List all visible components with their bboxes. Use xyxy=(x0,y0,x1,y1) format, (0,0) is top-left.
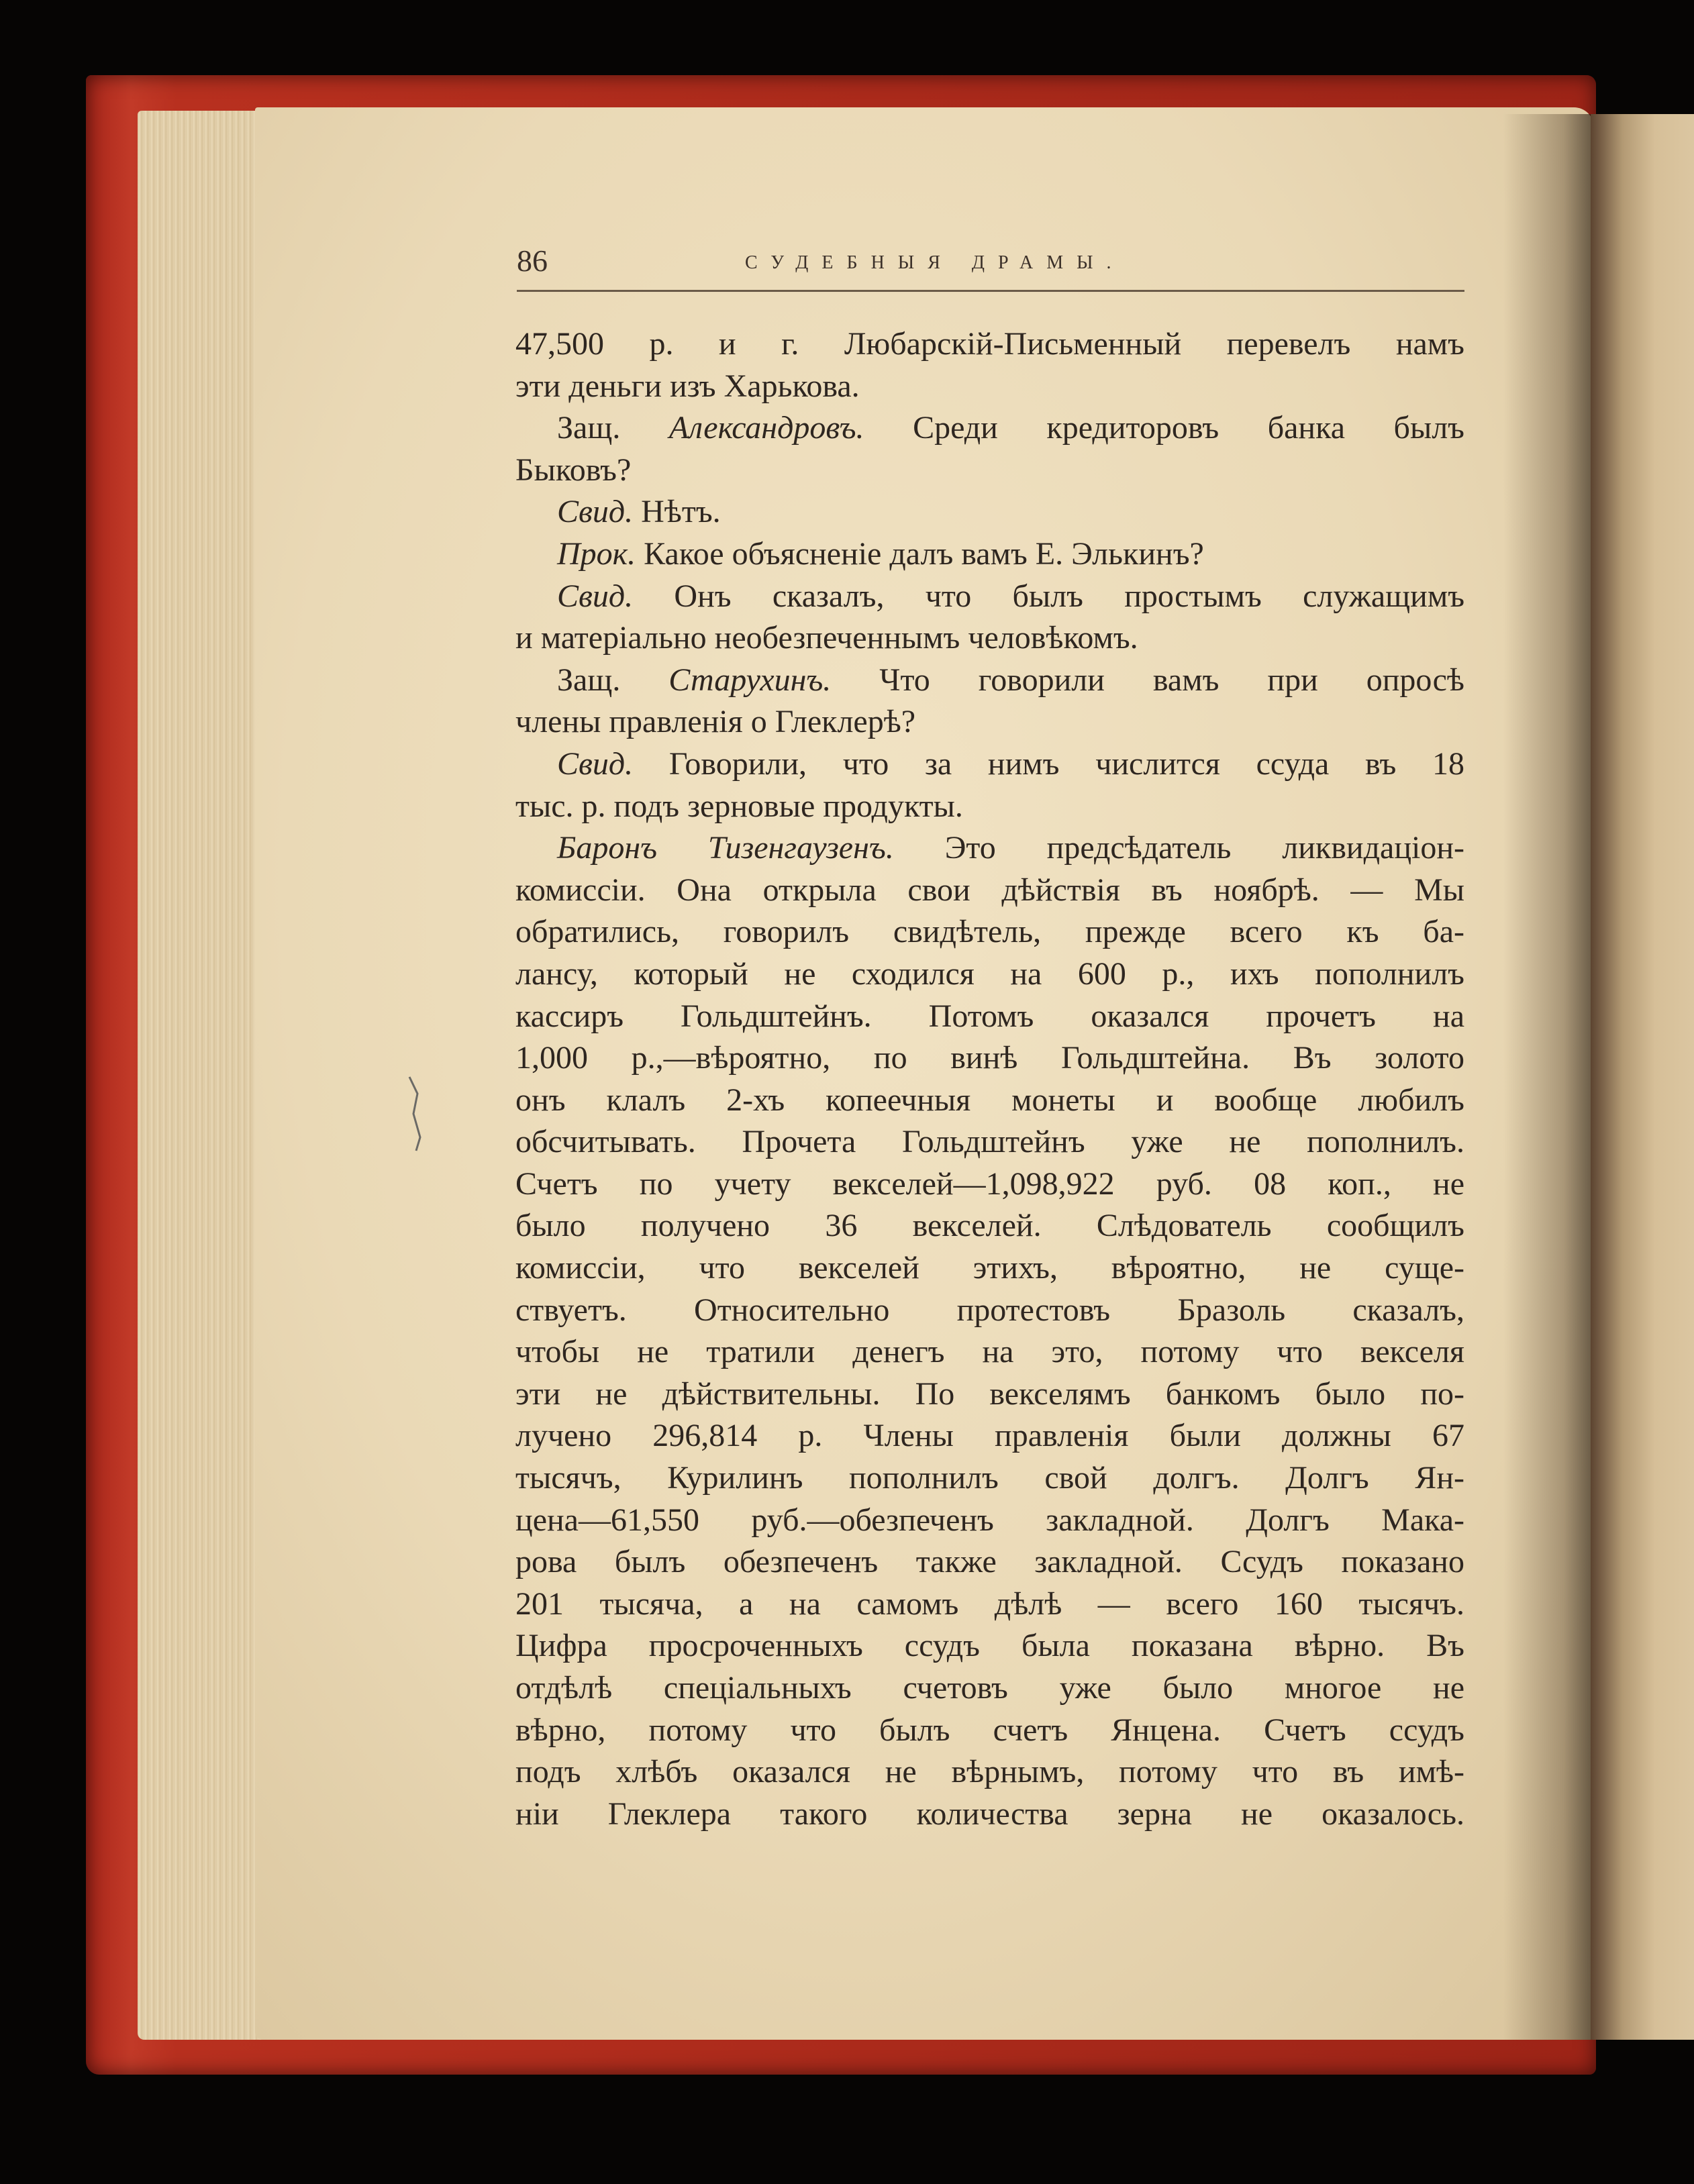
text-line: ніи Глеклера такого количества зерна не оказалось. xyxy=(515,1796,1464,1832)
text-line: комиссіи. Она открыла свои дѣйствія въ ноябрѣ. — Мы xyxy=(515,872,1464,908)
text-line: подъ хлѣбъ оказался не вѣрнымъ, потому что въ имѣ- xyxy=(515,1754,1464,1790)
text-line: тысячъ, Курилинъ пополнилъ свой долгъ. Долгъ Ян- xyxy=(515,1460,1464,1496)
page-stack-edges xyxy=(138,111,272,2040)
text-line: чтобы не тратили денегъ на это, потому что векселя xyxy=(515,1334,1464,1370)
text-line: тыс. р. подъ зерновые продукты. xyxy=(515,788,963,824)
text-line: члены правленія о Глеклерѣ? xyxy=(515,704,916,740)
text-line: кассиръ Гольдштейнъ. Потомъ оказался прочетъ на xyxy=(515,998,1464,1034)
text-line: 201 тысяча, а на самомъ дѣлѣ — всего 160 тысячъ. xyxy=(515,1585,1464,1622)
text-line: эти деньги изъ Харькова. xyxy=(515,368,860,404)
pencil-mark xyxy=(403,1074,430,1154)
running-head: СУДЕБНЫЯ ДРАМЫ. xyxy=(745,252,1125,273)
text-line: вѣрно, потому что былъ счетъ Янцена. Счетъ ссудъ xyxy=(515,1712,1464,1748)
page-header xyxy=(517,243,1464,292)
text-line: Прок. Какое объясненіе далъ вамъ Е. Элькинъ? xyxy=(557,535,1204,572)
text-line: Быковъ? xyxy=(515,452,632,488)
text-line: эти не дѣйствительны. По векселямъ банкомъ было по- xyxy=(515,1375,1464,1412)
book-gutter-shadow xyxy=(1503,114,1604,2040)
text-line: лансу, который не сходился на 600 р., ихъ пополнилъ xyxy=(515,955,1464,992)
text-line: обратились, говорилъ свидѣтель, прежде всего къ ба- xyxy=(515,914,1464,950)
text-line: рова былъ обезпеченъ также закладной. Ссудъ показано xyxy=(515,1544,1464,1580)
text-line: цена—61,550 руб.—обезпеченъ закладной. Долгъ Мака- xyxy=(515,1502,1464,1538)
text-line: Защ. Старухинъ. Что говорили вамъ при опросѣ xyxy=(557,662,1464,698)
text-line: отдѣлѣ спеціальныхъ счетовъ уже было многое не xyxy=(515,1670,1464,1706)
page-body-text xyxy=(515,323,1464,1835)
text-line: лучено 296,814 р. Члены правленія были должны 67 xyxy=(515,1418,1464,1454)
text-line: ствуетъ. Относительно протестовъ Бразоль сказалъ, xyxy=(515,1292,1464,1328)
text-line: обсчитывать. Прочета Гольдштейнъ уже не пополнилъ. xyxy=(515,1124,1464,1160)
text-line: Свид. Говорили, что за нимъ числится ссуда въ 18 xyxy=(557,745,1465,782)
text-line: онъ клалъ 2-хъ копеечныя монеты и вообще любилъ xyxy=(515,1082,1464,1118)
text-line: было получено 36 векселей. Слѣдователь сообщилъ xyxy=(515,1208,1464,1244)
text-line: Баронъ Тизенгаузенъ. Это предсѣдатель ликвидаціон- xyxy=(557,830,1465,866)
text-line: Свид. Онъ сказалъ, что былъ простымъ служащимъ xyxy=(557,578,1465,614)
text-line: комиссіи, что векселей этихъ, вѣроятно, не суще- xyxy=(515,1250,1464,1286)
text-line: Счетъ по учету векселей—1,098,922 руб. 08 коп., не xyxy=(515,1165,1464,1202)
text-line: Защ. Александровъ. Среди кредиторовъ банка былъ xyxy=(557,410,1464,446)
text-line: Свид. Нѣтъ. xyxy=(557,494,721,530)
facing-page-edge xyxy=(1591,114,1694,2040)
page-number: 86 xyxy=(517,244,548,278)
text-line: и матеріально необезпеченнымъ человѣкомъ. xyxy=(515,620,1138,656)
text-line: Цифра просроченныхъ ссудъ была показана вѣрно. Въ xyxy=(515,1628,1464,1664)
text-line: 47,500 р. и г. Любарскій-Письменный перевелъ намъ xyxy=(515,326,1464,362)
text-line: 1,000 р.,—вѣроятно, по винѣ Гольдштейна. Въ золото xyxy=(515,1040,1464,1076)
